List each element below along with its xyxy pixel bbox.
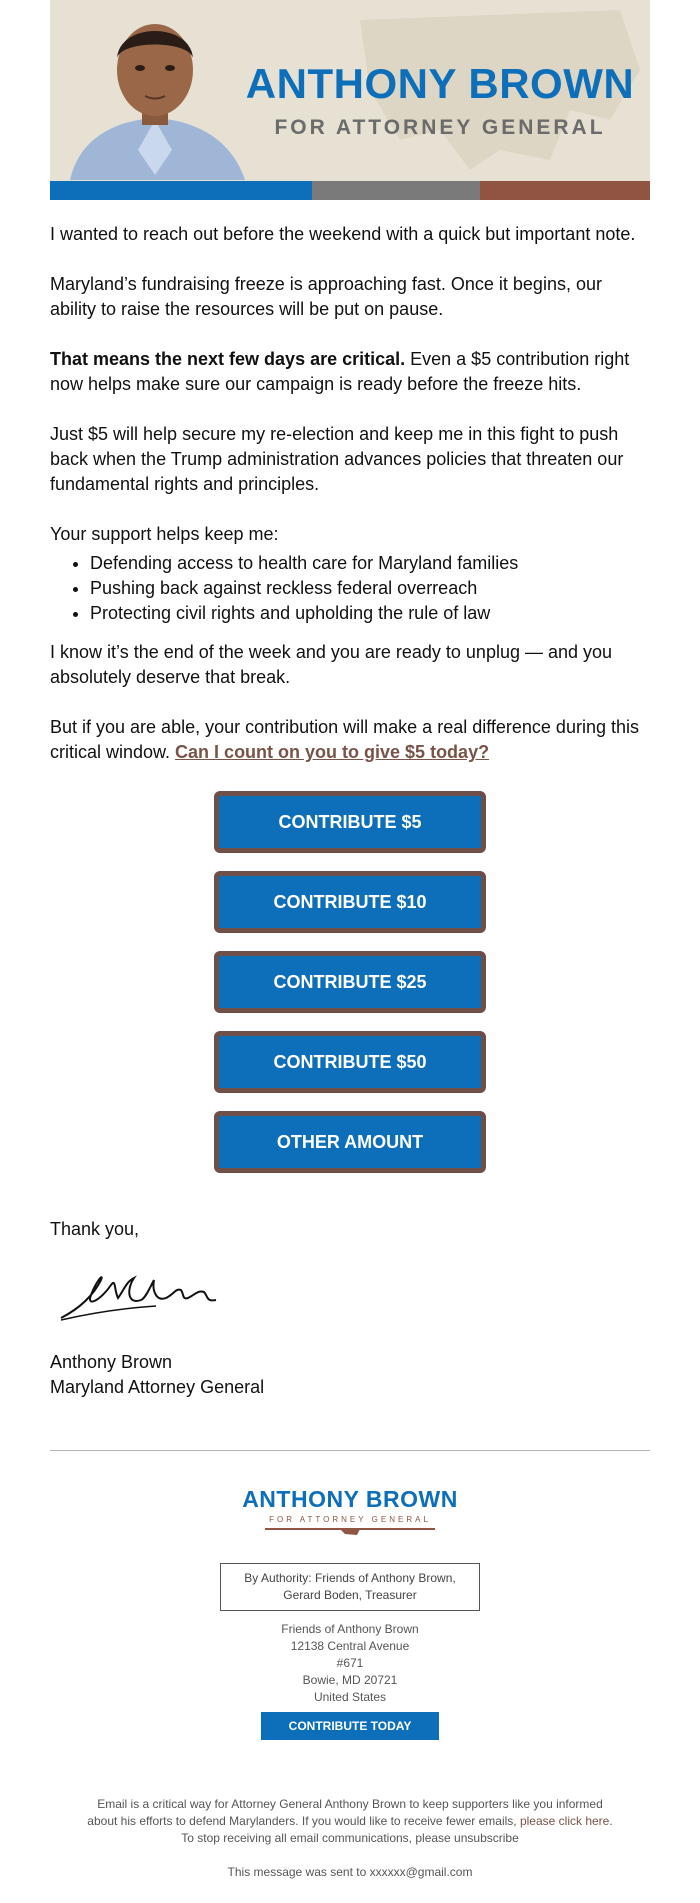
critical-rest: Even a $5 contribution right now helps make sure our campaign is ready before the freeze hits. xyxy=(50,349,630,394)
address-line: 12138 Central Avenue xyxy=(290,1639,410,1653)
paragraph-support: Your support helps keep me: xyxy=(50,524,279,544)
support-list xyxy=(50,551,650,626)
paragraph-intro: I wanted to reach out before the weekend with a quick but important note. xyxy=(50,224,636,244)
footer xyxy=(50,1486,650,1879)
contribute-today-button[interactable]: CONTRIBUTE TODAY xyxy=(261,1712,439,1740)
signature-image xyxy=(56,1260,231,1325)
fewer-emails-link[interactable]: please click here. xyxy=(519,1814,613,1828)
recipient-email: xxxxxx@gmail.com xyxy=(369,1865,473,1879)
header-banner xyxy=(50,0,650,200)
mailing-address xyxy=(50,1621,650,1706)
legal-notice xyxy=(50,1796,650,1847)
authority-line-1: By Authority: Friends of Anthony Brown, xyxy=(244,1571,456,1585)
paragraph-freeze: Maryland’s fundraising freeze is approaching fast. Once it begins, our ability to raise the resources will be put on pause. xyxy=(50,274,602,319)
contribute-10-button[interactable]: CONTRIBUTE $10 xyxy=(214,871,486,933)
legal-line-2-text: about his efforts to defend Marylanders. If you would like to receive fewer emails, xyxy=(87,1814,520,1828)
paragraph-weekend: I know it’s the end of the week and you are ready to unplug — and you absolutely deserve that break. xyxy=(50,642,613,687)
contribute-5-button[interactable]: CONTRIBUTE $5 xyxy=(214,791,486,853)
banner-stripe-gray xyxy=(312,181,480,200)
sent-prefix: This message was sent to xyxy=(227,1865,370,1879)
email-body xyxy=(50,222,650,765)
authority-box xyxy=(220,1563,480,1611)
paragraph-ask xyxy=(50,715,650,765)
banner-subtitle: FOR ATTORNEY GENERAL xyxy=(274,116,606,139)
paragraph-five-dollars: Just $5 will help secure my re-election and keep me in this fight to push back when the Trump administration advances policies that threaten our fundamental rights and principles. xyxy=(50,424,624,494)
closing-block xyxy=(50,1217,650,1400)
list-item: • Defending access to health care for Maryland families xyxy=(90,551,650,576)
banner-stripe-blue xyxy=(50,181,312,200)
address-line: Bowie, MD 20721 xyxy=(302,1673,398,1687)
critical-emphasis: That means the next few days are critical. xyxy=(50,349,406,369)
sent-to-notice xyxy=(50,1865,650,1879)
signer-name: Anthony Brown xyxy=(50,1352,173,1372)
footer-logo-rule xyxy=(265,1526,435,1536)
footer-logo-name: ANTHONY BROWN xyxy=(242,1486,458,1512)
address-line: United States xyxy=(313,1690,387,1704)
legal-line-1: Email is a critical way for Attorney General Anthony Brown to keep supporters like you informed xyxy=(97,1797,603,1811)
list-item: • Protecting civil rights and upholding the rule of law xyxy=(90,601,650,626)
address-line: #671 xyxy=(336,1656,364,1670)
signer-title: Maryland Attorney General xyxy=(50,1377,265,1397)
email-container xyxy=(50,0,650,1879)
footer-divider xyxy=(50,1450,650,1451)
footer-logo-subtitle: FOR ATTORNEY GENERAL xyxy=(269,1515,431,1524)
contribute-50-button[interactable]: CONTRIBUTE $50 xyxy=(214,1031,486,1093)
address-line: Friends of Anthony Brown xyxy=(281,1622,419,1636)
paragraph-critical xyxy=(50,347,650,397)
contribute-25-button[interactable]: CONTRIBUTE $25 xyxy=(214,951,486,1013)
legal-line-2 xyxy=(50,1813,650,1830)
banner-name: ANTHONY BROWN xyxy=(245,60,635,107)
other-amount-button[interactable]: OTHER AMOUNT xyxy=(214,1111,486,1173)
portrait-photo xyxy=(50,0,260,180)
thank-you-text: Thank you, xyxy=(50,1219,140,1239)
list-item: • Pushing back against reckless federal overreach xyxy=(90,576,650,601)
contribute-buttons xyxy=(50,791,650,1191)
legal-line-3: To stop receiving all email communications, please unsubscribe xyxy=(181,1831,519,1845)
banner-stripe-brown xyxy=(480,181,650,200)
give-five-link[interactable]: Can I count on you to give $5 today? xyxy=(175,742,490,762)
ask-text: But if you are able, your contribution will make a real difference during this critical window. xyxy=(50,717,639,762)
authority-line-2: Gerard Boden, Treasurer xyxy=(283,1588,417,1602)
